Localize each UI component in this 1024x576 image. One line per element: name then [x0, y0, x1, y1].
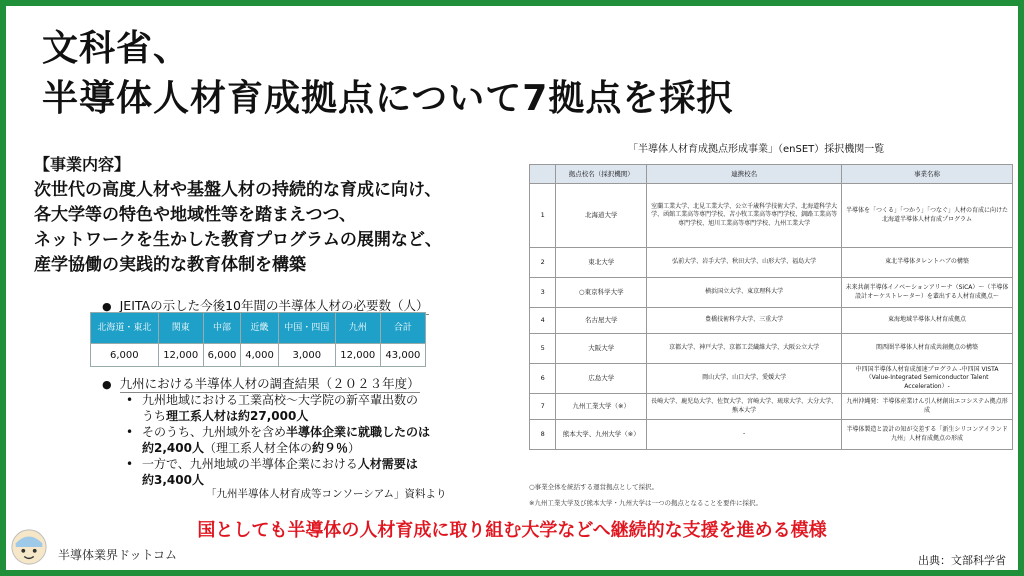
table-row: [530, 420, 1013, 450]
title-line-1: 文科省、: [42, 28, 191, 69]
cell-partners: 横浜国立大学、東京理科大学: [647, 278, 842, 308]
kyushu-line: [142, 456, 430, 472]
cell-partners: 京都大学、神戸大学、京都工芸繊維大学、大阪公立大学: [647, 334, 842, 364]
enset-header-row: [530, 165, 1013, 184]
kyushu-emphasis: 理工系人材は約27,000人: [166, 409, 309, 423]
enset-table: [529, 164, 1013, 450]
cell-no: 7: [530, 394, 556, 420]
cell-program: 中四国半導体人材育成加速プログラム -中四国 VISTA（Value-Integrated Semiconductor Talent Acceleration）-: [842, 364, 1013, 394]
table-row: [530, 394, 1013, 420]
source-credit: 出典：文部科学省: [918, 554, 1006, 567]
body-line: ネットワークを生かした教育プログラムの展開など、: [34, 230, 442, 250]
cell-no: 8: [530, 420, 556, 450]
table-row: [530, 364, 1013, 394]
region-cell: 九州: [335, 313, 380, 344]
kyushu-text: うち: [142, 409, 167, 423]
table-row: [530, 308, 1013, 334]
jeita-heading-text: JEITAの示した今後10年間の半導体人材の必要数（人）: [119, 298, 429, 313]
kyushu-text: （理工系人材全体の: [203, 441, 312, 455]
site-name: 半導体業界ドットコム: [58, 548, 178, 562]
value-cell: 3,000: [278, 344, 335, 367]
kyushu-emphasis: 約2,400人: [142, 441, 204, 455]
cell-partners: 岡山大学、山口大学、愛媛大学: [647, 364, 842, 394]
kyushu-line: [142, 392, 430, 408]
kyushu-list-item: [124, 392, 430, 424]
cell-name: 九州工業大学（※）: [556, 394, 647, 420]
bullet-icon: ●: [102, 378, 112, 391]
kyushu-line: [142, 408, 430, 424]
cell-program: 九州沖縄発：半導体産業けん引人材創出エコシステム拠点形成: [842, 394, 1013, 420]
table-row: [530, 248, 1013, 278]
cell-program: 半導体を「つくる」「つかう」「つなぐ」人材の育成に向けた北海道半導体人材育成プログラム: [842, 184, 1013, 248]
cell-no: 6: [530, 364, 556, 394]
cell-partners: 長崎大学、鹿児島大学、佐賀大学、宮崎大学、琉球大学、大分大学、熊本大学: [647, 394, 842, 420]
jeita-header-row: [91, 313, 426, 344]
table-row: [530, 334, 1013, 364]
cell-no: 1: [530, 184, 556, 248]
enset-note-2: ※九州工業大学及び熊本大学・九州大学は一つの拠点となることを要件に採択。: [529, 499, 762, 507]
kyushu-emphasis: 約９％: [311, 441, 348, 455]
value-cell: 43,000: [380, 344, 425, 367]
cell-partners: 豊橋技術科学大学、三重大学: [647, 308, 842, 334]
enset-note-1: ○事業全体を統括する運営拠点として採択。: [529, 483, 659, 491]
kyushu-text: 一方で、九州地域の半導体企業における: [142, 457, 358, 471]
title-line-2: 半導体人材育成拠点について7拠点を採択: [42, 78, 734, 119]
header-cell: 事業名称: [842, 165, 1013, 184]
cell-partners: 室蘭工業大学、北見工業大学、公立千歳科学技術大学、北海道科学大学、函館工業高等専門学校、苫小牧工業高等専門学校、釧路工業高等専門学校、旭川工業高等専門学校、九州工業大学: [647, 184, 842, 248]
cell-partners: 弘前大学、岩手大学、秋田大学、山形大学、福島大学: [647, 248, 842, 278]
value-cell: 12,000: [158, 344, 203, 367]
cell-name: ○東京科学大学: [556, 278, 647, 308]
kyushu-source: 「九州半導体人材育成等コンソーシアム」資料より: [206, 488, 447, 500]
region-cell: 関東: [158, 313, 203, 344]
kyushu-heading: [102, 374, 420, 392]
cell-name: 熊本大学、九州大学（※）: [556, 420, 647, 450]
cell-program: 東北半導体タレントハブの構築: [842, 248, 1013, 278]
kyushu-emphasis: 半導体企業に就職したのは: [286, 425, 431, 439]
cell-name: 大阪大学: [556, 334, 647, 364]
cell-name: 名古屋大学: [556, 308, 647, 334]
table-row: [530, 184, 1013, 248]
page-title: [42, 24, 733, 124]
cell-name: 東北大学: [556, 248, 647, 278]
kyushu-text: そのうち、九州域外を含め: [142, 425, 287, 439]
body-line: 各大学等の特色や地域性等を踏まえつつ、: [34, 205, 356, 225]
body-line: 次世代の高度人材や基盤人材の持続的な育成に向け、: [34, 180, 442, 200]
region-cell: 北海道・東北: [91, 313, 159, 344]
header-cell: [530, 165, 556, 184]
region-cell: 中部: [203, 313, 241, 344]
region-cell: 近畿: [241, 313, 279, 344]
cell-program: 半導体製造と設計の知が交差する「新生シリコンアイランド九州」人材育成拠点の形成: [842, 420, 1013, 450]
value-cell: 12,000: [335, 344, 380, 367]
cell-no: 4: [530, 308, 556, 334]
jeita-value-row: [91, 344, 426, 367]
value-cell: 6,000: [91, 344, 159, 367]
section-heading: 【事業内容】: [34, 155, 131, 174]
kyushu-emphasis: 約3,400人: [142, 473, 204, 487]
header-cell: 連携校名: [647, 165, 842, 184]
mascot-logo-icon: [10, 528, 48, 566]
cell-name: 広島大学: [556, 364, 647, 394]
business-description: [34, 178, 442, 278]
cell-no: 5: [530, 334, 556, 364]
enset-table-title: 「半導体人材育成拠点形成事業」（enSET）採択機関一覧: [628, 144, 885, 155]
cell-no: 2: [530, 248, 556, 278]
kyushu-text: 九州地域における工業高校～大学院の新卒輩出数の: [142, 393, 419, 407]
cell-program: 未来共創半導体イノベーションアリーナ（SiCA）～（半導体設計オーケストレーター）を輩出する人材育成拠点～: [842, 278, 1013, 308]
cell-name: 北海道大学: [556, 184, 647, 248]
kyushu-list-item: [124, 424, 430, 456]
table-row: [530, 278, 1013, 308]
value-cell: 6,000: [203, 344, 241, 367]
cell-no: 3: [530, 278, 556, 308]
slide: [6, 6, 1018, 570]
kyushu-line: [142, 424, 430, 440]
region-cell: 中国・四国: [278, 313, 335, 344]
body-line: 産学協働の実践的な教育体制を構築: [34, 255, 306, 275]
kyushu-emphasis: 人材需要は: [357, 457, 418, 471]
jeita-table: [90, 312, 426, 367]
bottom-message: 国としても半導体の人材育成に取り組む大学などへ継続的な支援を進める模様: [197, 520, 827, 541]
bullet-icon: ●: [102, 300, 112, 313]
cell-partners: -: [647, 420, 842, 450]
kyushu-heading-text: 九州における半導体人材の調査結果（２０２３年度）: [119, 376, 420, 391]
value-cell: 4,000: [241, 344, 279, 367]
header-cell: 拠点校名（採択機関）: [556, 165, 647, 184]
kyushu-list: [124, 392, 430, 488]
kyushu-list-item: [124, 456, 430, 488]
cell-program: 東海地域半導体人材育成拠点: [842, 308, 1013, 334]
cell-program: 関西圏半導体人材育成共創拠点の構築: [842, 334, 1013, 364]
kyushu-line: [142, 440, 430, 456]
region-cell: 合計: [380, 313, 425, 344]
kyushu-text: ）: [348, 441, 361, 455]
